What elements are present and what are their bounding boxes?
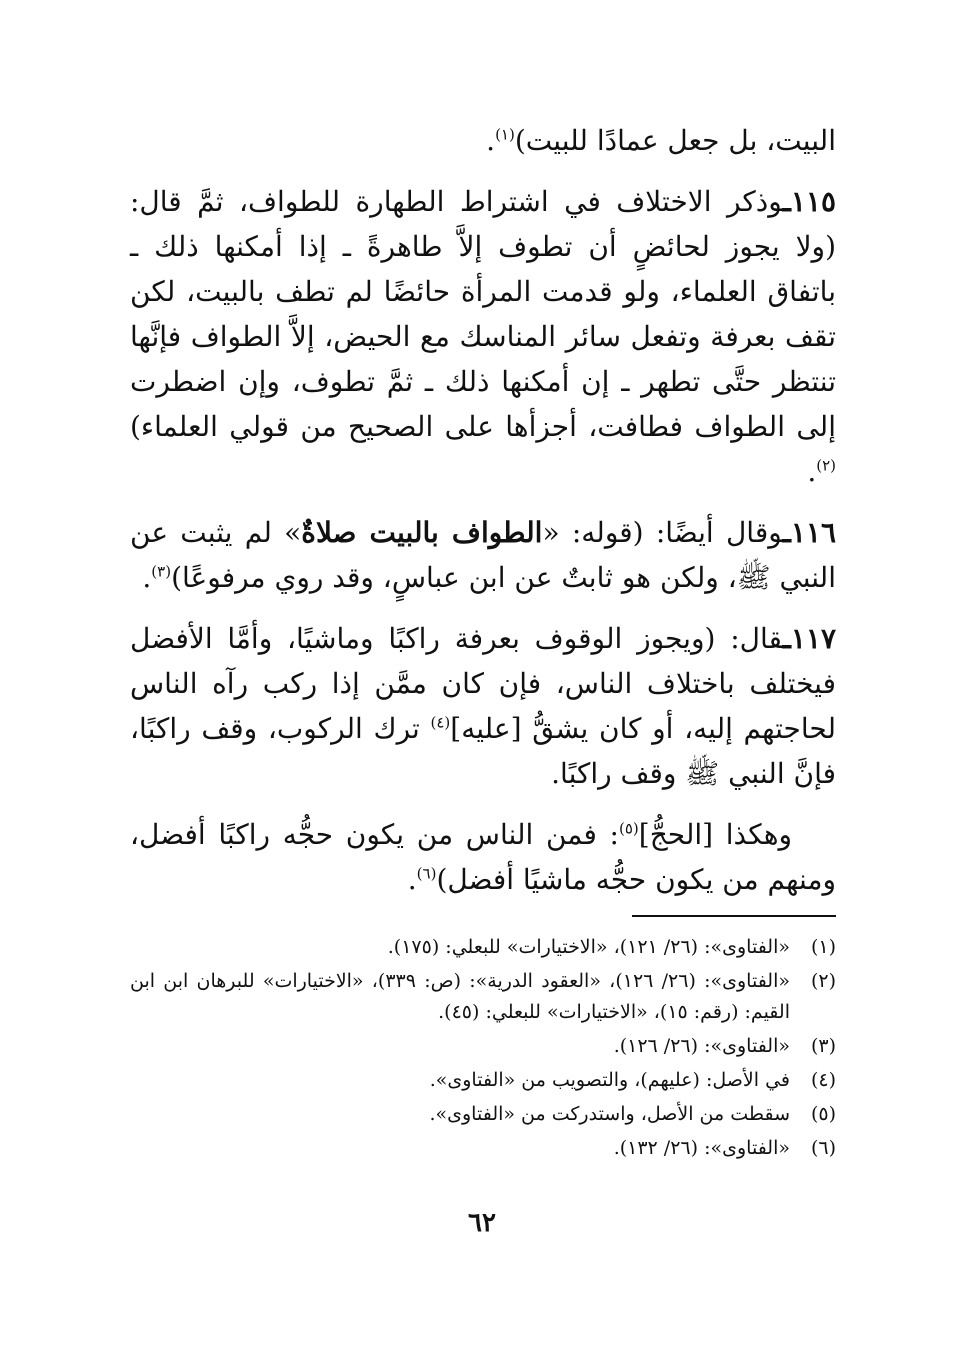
main-text [130, 118, 836, 918]
footnote-ref[interactable]: (٥) [618, 819, 639, 838]
paragraph-intro [130, 118, 836, 163]
paragraph-text: وقال أيضًا: (قوله: « [542, 516, 783, 549]
footnote-text: «الفتاوى»: (٢٦/ ١٢١)، «الاختيارات» للبعلي: (١٧٥). [387, 936, 790, 958]
paragraph-number: ١١٧ـ [782, 622, 836, 655]
footnote-text: في الأصل: (عليهم)، والتصويب من «الفتاوى». [429, 1069, 790, 1091]
paragraph-116 [130, 510, 836, 600]
footnote-text: «الفتاوى»: (٢٦/ ١٢٦)، «العقود الدرية»: (ص: ٣٣٩)، «الاختيارات» للبرهان ابن ابن القيم: (رقم: ١٥)، «الاختيارات» للبعلي: (٤٥). [130, 970, 790, 1023]
footnote-item [130, 1099, 836, 1130]
footnote-text: «الفتاوى»: (٢٦/ ١٢٦). [613, 1035, 790, 1057]
footnote-ref[interactable]: (٣) [151, 562, 172, 581]
footnote-number: (٤) [810, 1069, 836, 1091]
footnote-separator [632, 915, 836, 917]
page-number: ٦٢ [468, 1208, 496, 1238]
footnote-ref[interactable]: (٢) [816, 456, 836, 475]
paragraph-117 [130, 616, 836, 796]
paragraph-tail: . [407, 863, 417, 896]
footnote-item [130, 1031, 836, 1062]
footnote-number: (١) [810, 936, 836, 958]
footnote-item [130, 1065, 836, 1096]
footnote-item [130, 932, 836, 963]
paragraph-text: » لم يثبت عن النبي ﷺ، ولكن هو ثابتٌ عن ابن عباسٍ، وقد روي مرفوعًا) [130, 516, 836, 594]
footnote-ref[interactable]: (٤) [430, 713, 451, 732]
paragraph-115 [130, 179, 836, 494]
footnote-text: سقطت من الأصل، واستدركت من «الفتاوى». [429, 1103, 790, 1125]
footnote-text: «الفتاوى»: (٢٦/ ١٣٢). [613, 1137, 790, 1159]
footnote-number: (٥) [810, 1103, 836, 1125]
footnote-number: (٢) [810, 970, 836, 992]
footnote-number: (٣) [810, 1035, 836, 1057]
paragraph-number: ١١٥ـ [782, 185, 836, 218]
footnote-item [130, 966, 836, 1028]
footnote-ref[interactable]: (٦) [416, 864, 437, 883]
paragraph-tail: . [807, 455, 817, 488]
paragraph-hajj [130, 812, 836, 902]
paragraph-text: وهكذا [الحجُّ] [638, 818, 792, 851]
footnotes [130, 932, 836, 1167]
footnote-item [130, 1133, 836, 1164]
paragraph-text: : فمن الناس من يكون حجُّه راكبًا أفضل، ومنهم من يكون حجُّه ماشيًا أفضل) [130, 818, 836, 896]
paragraph-text: وذكر الاختلاف في اشتراط الطهارة للطواف، ثمَّ قال: (ولا يجوز لحائضٍ أن تطوف إلاَّ طاهرةً ـ إذا أمكنها ذلك ـ باتفاق العلماء، ولو قدمت المرأة حائضًا لم تطف بالبيت، لكن تقف بعرفة وتفعل سائر المناسك مع الحيض، إلاَّ الطواف فإنَّها تنتظر حتَّى تطهر ـ إن أمكنها ذلك ـ ثمَّ تطوف، وإن اضطرت إلى الطواف فطافت، أجزأها على الصحيح من قولي العلماء) [130, 185, 836, 443]
paragraph-text: قال: (ويجوز الوقوف بعرفة راكبًا وماشيًا، وأمَّا الأفضل فيختلف باختلاف الناس، فإن كان ممَّن إذا ركب رآه الناس لحاجتهم إليه، أو كان يشقُّ [عليه] [130, 622, 836, 745]
footnote-ref[interactable]: (١) [495, 125, 515, 144]
paragraph-tail: . [486, 124, 496, 157]
paragraph-text: ترك الركوب، وقف راكبًا، فإنَّ النبي ﷺ وقف راكبًا. [130, 712, 836, 790]
hadith-quote: الطواف بالبيت صلاةٌ [301, 516, 543, 549]
footnote-number: (٦) [810, 1137, 836, 1159]
paragraph-tail: . [142, 561, 152, 594]
paragraph-number: ١١٦ـ [782, 516, 836, 549]
paragraph-text: البيت، بل جعل عمادًا للبيت) [514, 124, 836, 157]
